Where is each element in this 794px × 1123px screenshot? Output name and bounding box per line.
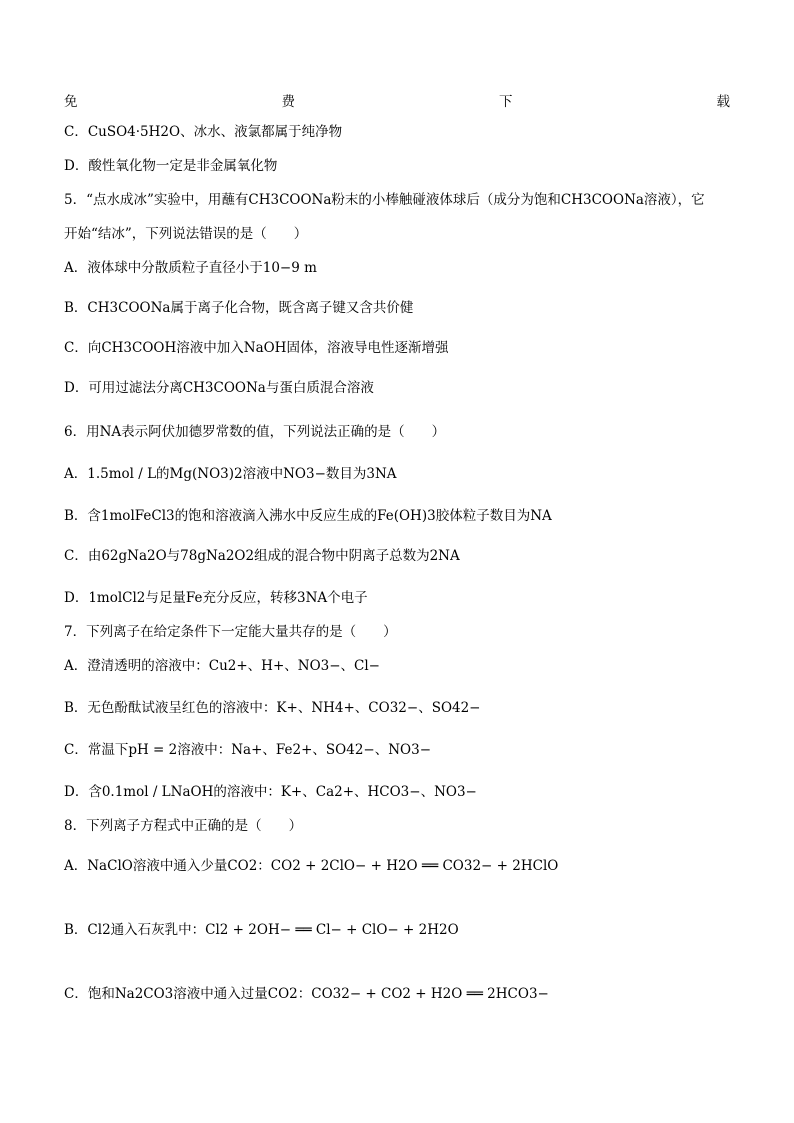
option-8a: A．NaClO溶液中通入少量CO2：CO2 + 2ClO− + H2O ══ CO32− + 2HClO [64, 858, 559, 874]
option-5b: B．CH3COONa属于离子化合物，既含离子键又含共价健 [64, 300, 414, 316]
option-5d: D．可用过滤法分离CH3COONa与蛋白质混合溶液 [64, 380, 374, 396]
option-8c: C．饱和Na2CO3溶液中通入过量CO2：CO32− + CO2 + H2O ══ 2HCO3− [64, 986, 549, 1002]
option-8b: B．Cl2通入石灰乳中：Cl2 + 2OH− ══ Cl− + ClO− + 2H2O [64, 922, 459, 938]
option-7d: D．含0.1mol / LNaOH的溶液中：K+、Ca2+、HCO3−、NO3− [64, 784, 477, 800]
header-char-3: 下 [499, 94, 513, 110]
option-4d: D．酸性氧化物一定是非金属氧化物 [64, 158, 278, 174]
option-7a: A．澄清透明的溶液中：Cu2+、H+、NO3−、Cl− [64, 658, 380, 674]
option-6c: C．由62gNa2O与78gNa2O2组成的混合物中阴离子总数为2NA [64, 548, 460, 564]
option-6a: A．1.5mol / L的Mg(NO3)2溶液中NO3−数目为3NA [64, 466, 397, 482]
header-char-2: 费 [281, 94, 295, 110]
question-5-line-1: 5．“点水成冰”实验中，用蘸有CH3COONa粉末的小棒触碰液体球后（成分为饱和CH3COONa溶液），它 [64, 192, 705, 208]
option-7c: C．常温下pH = 2溶液中：Na+、Fe2+、SO42−、NO3− [64, 742, 432, 758]
option-5a: A．液体球中分散质粒子直径小于10−9 m [64, 260, 317, 276]
option-4c: C．CuSO4·5H2O、冰水、液氯都属于纯净物 [64, 124, 343, 140]
option-6d: D．1molCl2与足量Fe充分反应，转移3NA个电子 [64, 590, 368, 606]
question-6: 6．用NA表示阿伏加德罗常数的值，下列说法正确的是（ ） [64, 424, 446, 440]
question-5-line-2: 开始“结冰”，下列说法错误的是（ ） [64, 226, 308, 242]
option-7b: B．无色酚酞试液呈红色的溶液中：K+、NH4+、CO32−、SO42− [64, 700, 481, 716]
option-5c: C．向CH3COOH溶液中加入NaOH固体，溶液导电性逐渐增强 [64, 340, 449, 356]
question-8: 8．下列离子方程式中正确的是（ ） [64, 818, 303, 834]
option-6b: B．含1molFeCl3的饱和溶液滴入沸水中反应生成的Fe(OH)3胶体粒子数目为NA [64, 508, 552, 524]
question-7: 7．下列离子在给定条件下一定能大量共存的是（ ） [64, 624, 397, 640]
header-char-4: 载 [716, 94, 730, 110]
header-char-1: 免 [64, 94, 78, 110]
page-header [64, 90, 730, 110]
